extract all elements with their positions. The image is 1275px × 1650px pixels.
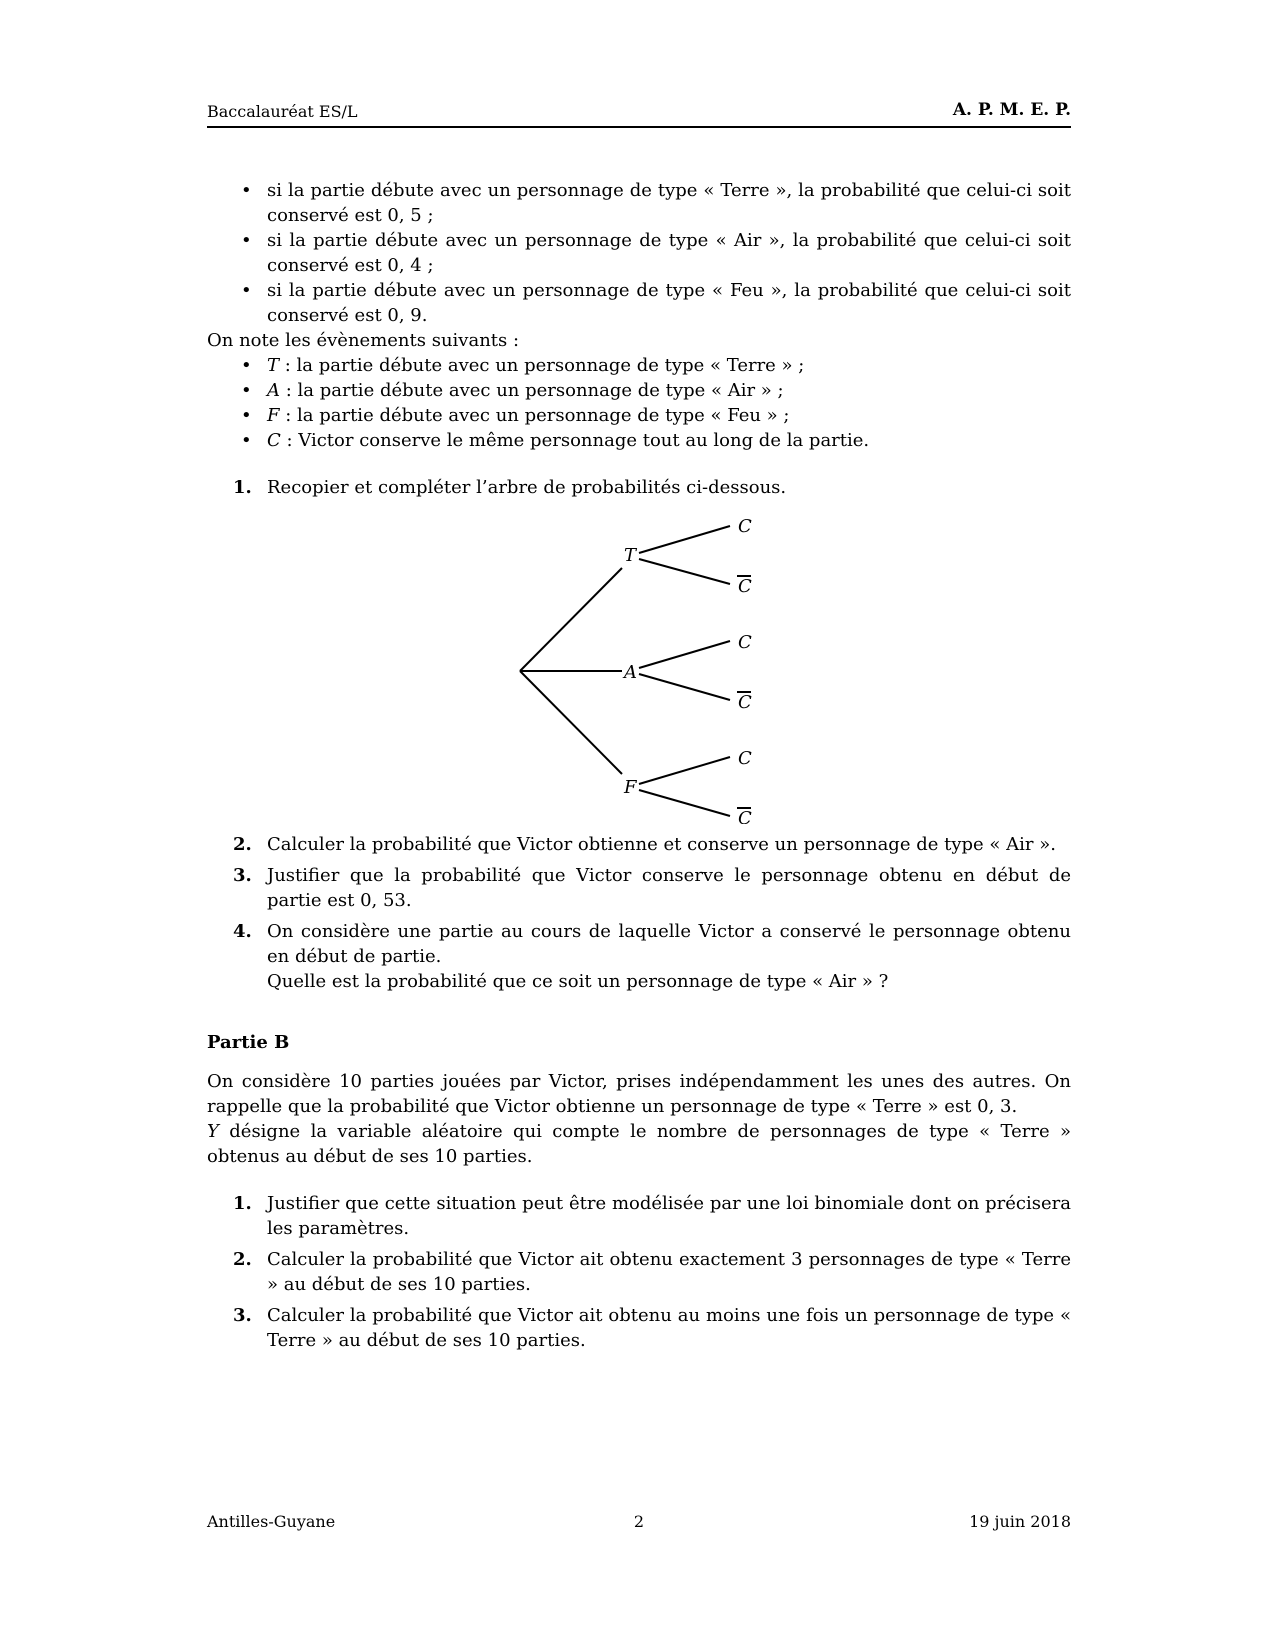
tree-leaf-t-cbar: C	[738, 576, 752, 597]
question-text: Justifier que cette situation peut être modélisée par une loi binomiale dont on précisera les paramètres.	[267, 1193, 1071, 1239]
event-t	[267, 353, 1071, 378]
probability-tree	[207, 506, 1071, 824]
question-text: Calculer la probabilité que Victor obtienne et conserve un personnage de type « Air ».	[267, 834, 1056, 855]
partB-question-3	[233, 1303, 1071, 1353]
partB-question-2	[233, 1247, 1071, 1297]
tree-leaf-t-c: C	[738, 516, 752, 537]
page-header	[207, 100, 1071, 128]
event-c	[267, 428, 1071, 453]
tree-branch-f-cbar	[639, 790, 730, 816]
event-a-symbol: A	[267, 380, 280, 401]
question-text: Calculer la probabilité que Victor ait obtenu au moins une fois un personnage de type « Terre » au début de ses 10 parties.	[267, 1305, 1071, 1351]
probability-list	[207, 178, 1071, 328]
probability-item-air: • si la partie débute avec un personnage de type « Air », la probabilité que celui-ci soit conservé est 0, 4 ;	[267, 228, 1071, 278]
tree-branch-a-c	[639, 641, 730, 668]
question-text: Justifier que la probabilité que Victor conserve le personnage obtenu en début de partie est 0, 53.	[267, 865, 1071, 911]
event-a-text: : la partie débute avec un personnage de type « Air » ;	[280, 380, 784, 401]
partA-question-3	[233, 863, 1071, 913]
question-number: 3.	[233, 865, 252, 886]
partB-para2-text: désigne la variable aléatoire qui compte le nombre de personnages de type « Terre » obtenus au début de ses 10 parties.	[207, 1121, 1071, 1167]
tree-node-t: T	[624, 545, 637, 566]
header-right: A. P. M. E. P.	[952, 100, 1071, 120]
question-text: Calculer la probabilité que Victor ait obtenu exactement 3 personnages de type « Terre » au début de ses 10 parties.	[267, 1249, 1071, 1295]
question-number: 1.	[233, 1193, 252, 1214]
document-body	[207, 178, 1071, 1359]
question-number: 2.	[233, 834, 252, 855]
partA-question-1	[233, 475, 1071, 500]
tree-node-a: A	[624, 662, 637, 683]
partB-para1: On considère 10 parties jouées par Victor, prises indépendamment les unes des autres. On rappelle que la probabilité que Victor obtienne un personnage de type « Terre » est 0, 3.	[207, 1071, 1071, 1117]
question-text: On considère une partie au cours de laquelle Victor a conservé le personnage obtenu en début de partie.	[267, 921, 1071, 967]
partA-questions-1	[207, 475, 1071, 500]
question-number: 2.	[233, 1249, 252, 1270]
tree-branch-a-cbar	[639, 674, 730, 700]
footer-date: 19 juin 2018	[969, 1512, 1071, 1531]
tree-branch-t-cbar	[639, 559, 730, 584]
partA-question-4	[233, 919, 1071, 994]
footer-left: Antilles-Guyane	[207, 1512, 336, 1531]
events-list	[207, 353, 1071, 453]
tree-branch-root-f	[520, 671, 622, 774]
partB-question-1	[233, 1191, 1071, 1241]
event-f-text: : la partie débute avec un personnage de type « Feu » ;	[279, 405, 790, 426]
event-c-symbol: C	[267, 430, 281, 451]
probability-item-terre: • si la partie débute avec un personnage de type « Terre », la probabilité que celui-ci soit conservé est 0, 5 ;	[267, 178, 1071, 228]
question-number: 4.	[233, 921, 252, 942]
tree-leaf-f-c: C	[738, 748, 752, 769]
question-text: Recopier et compléter l’arbre de probabilités ci-dessous.	[267, 477, 787, 498]
event-f	[267, 403, 1071, 428]
event-f-symbol: F	[267, 405, 280, 426]
tree-branch-root-t	[520, 568, 622, 671]
partB-variable-symbol: Y	[207, 1121, 219, 1142]
tree-leaf-a-cbar: C	[738, 692, 752, 713]
event-c-text: : Victor conserve le même personnage tout au long de la partie.	[280, 430, 870, 451]
probability-item-feu: • si la partie débute avec un personnage de type « Feu », la probabilité que celui-ci soit conservé est 0, 9.	[267, 278, 1071, 328]
event-t-text: : la partie débute avec un personnage de type « Terre » ;	[279, 355, 805, 376]
partA-question-2	[233, 832, 1071, 857]
event-a	[267, 378, 1071, 403]
question-number: 1.	[233, 477, 252, 498]
tree-node-f: F	[624, 777, 637, 798]
event-t-symbol: T	[267, 355, 280, 376]
partB-questions	[207, 1191, 1071, 1353]
partB-para2	[207, 1119, 1071, 1169]
question-number: 3.	[233, 1305, 252, 1326]
tree-branch-t-c	[639, 526, 730, 553]
tree-branch-f-c	[639, 757, 730, 784]
partA-questions-2	[207, 832, 1071, 994]
tree-leaf-a-c: C	[738, 632, 752, 653]
events-intro: On note les évènements suivants :	[207, 330, 520, 351]
header-left: Baccalauréat ES/L	[207, 102, 358, 121]
question-text-followup: Quelle est la probabilité que ce soit un personnage de type « Air » ?	[267, 971, 889, 992]
partB-title: Partie B	[207, 1032, 290, 1053]
tree-leaf-f-cbar: C	[738, 808, 752, 824]
page-number: 2	[633, 1512, 645, 1531]
